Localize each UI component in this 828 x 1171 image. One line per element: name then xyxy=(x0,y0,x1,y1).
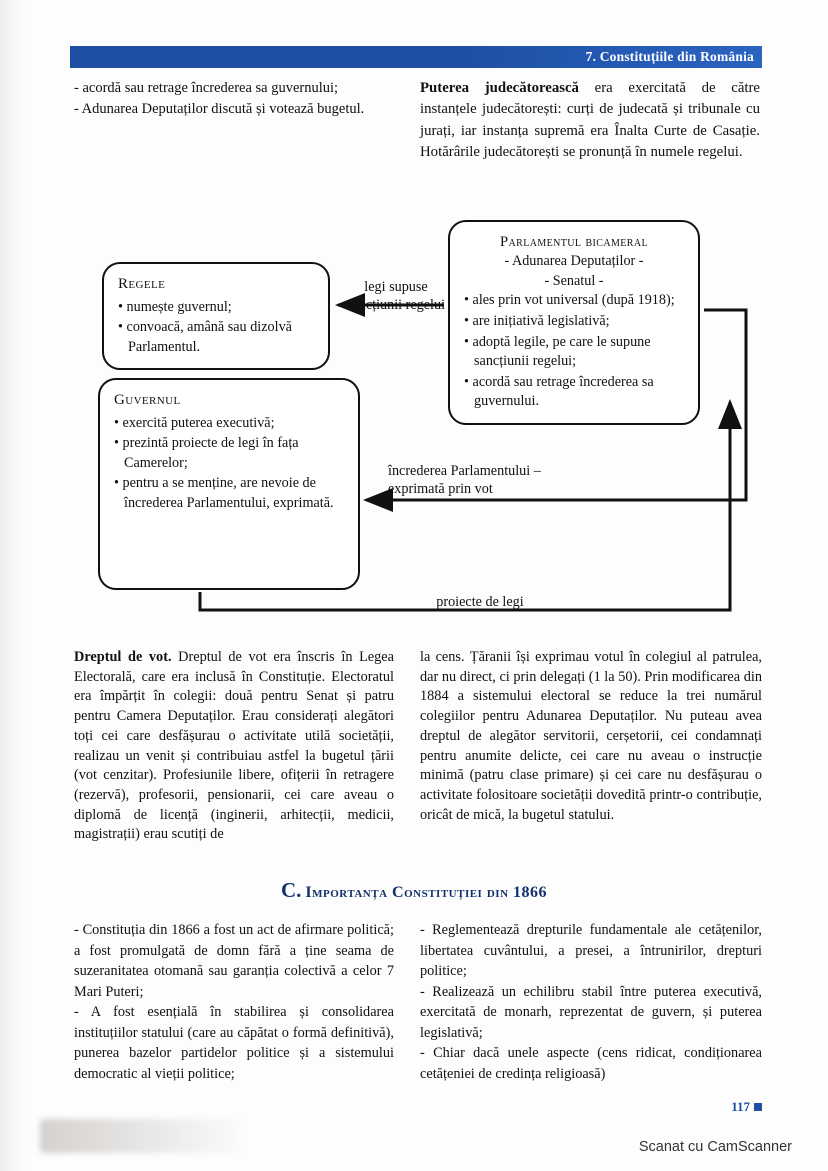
arrow-label-incredere-line1: încrederea Parlamentului – xyxy=(388,463,541,479)
diagram-box-regele xyxy=(102,262,330,370)
page-number-square-icon xyxy=(754,1103,762,1111)
importance-left-column xyxy=(74,920,394,1085)
list-item: • convoacă, amână sau dizolvă Parlamentul. xyxy=(118,318,314,357)
section-heading xyxy=(0,878,828,903)
page-number-value: 117 xyxy=(731,1099,750,1114)
diagram-box-parlament xyxy=(448,220,700,425)
scan-smudge xyxy=(40,1119,240,1153)
section-title: Importanța Constituției din 1866 xyxy=(305,884,548,901)
list-item: • numește guvernul; xyxy=(118,298,314,318)
importance-right-p2: - Realizează un echilibru stabil între puterea executivă, exercitată de monarh, reprezentat de guvern, și puterea legislativă; xyxy=(420,983,762,1041)
list-item: • are inițiativă legislativă; xyxy=(464,312,684,332)
arrow-label-incredere xyxy=(388,462,598,499)
intro-right-lead: Puterea judecătorească xyxy=(420,80,579,96)
guvernul-title: Guvernul xyxy=(114,392,181,408)
diagram-box-guvernul xyxy=(98,378,360,590)
parlament-subtitle-1: - Adunarea Deputaților - xyxy=(504,253,644,270)
intro-left-column xyxy=(74,78,389,119)
arrow-label-proiecte: proiecte de legi xyxy=(436,594,524,610)
power-separation-diagram xyxy=(70,210,770,630)
list-item: • ales prin vot universal (după 1918); xyxy=(464,291,684,311)
regele-list xyxy=(118,298,314,358)
list-item: • exercită puterea executivă; xyxy=(114,414,344,434)
list-item: • prezintă proiecte de legi în fața Camerelor; xyxy=(114,434,344,473)
list-item: • pentru a se menține, are nevoie de încrederea Parlamentului, exprimată. xyxy=(114,474,344,513)
page-edge-shadow xyxy=(0,0,26,1171)
importance-left-p1: - Constituția din 1866 a fost un act de afirmare politică; a fost promulgată de domn fără a ține seama de suzeranitatea otomană sau garanția colectivă a celor 7 Mari Puteri; xyxy=(74,922,394,1000)
chapter-header xyxy=(70,46,762,68)
arrow-label-legi-line2: sancțiunii regelui xyxy=(346,297,446,314)
page-number xyxy=(731,1099,762,1115)
chapter-title: 7. Constituțiile din România xyxy=(585,49,754,64)
vot-lead: Dreptul de vot. xyxy=(74,649,172,665)
importance-right-p1: - Reglementează drepturile fundamentale ale cetățenilor, libertatea cuvântului, a presei, a întrunirilor, drepturi politice; xyxy=(420,922,762,980)
list-item: • acordă sau retrage încrederea sa guvernului. xyxy=(464,373,684,412)
vot-right-column: la cens. Țăranii își exprimau votul în colegiul al patrulea, dar nu direct, ci prin delegați (1 la 50). Prin modificarea din 1884 a sistemului electoral se reduce la trei numărul colegiilor pentru Adunarea Deputaților. Nu puteau avea dreptul de alegător servitorii, cerșetorii, cei condamnați pentru anumite delicte, cei care nu aveau o instrucție minimă (patru clase primare) și cei care nu desfășurau o activitate folositoare societății dovedită printr-o contribuție, oricât de mică, la bugetul statului. xyxy=(420,649,762,823)
importance-left-p2: - A fost esențială în stabilirea și consolidarea instituțiilor statului (care au căpătat o formă definitivă), punerea bazelor partidelor politice și a sistemului democratic al vieții politice; xyxy=(74,1004,394,1083)
regele-title: Regele xyxy=(118,276,166,292)
arrow-label-legi xyxy=(336,278,456,315)
parlament-title: Parlamentul bicameral xyxy=(500,234,648,250)
list-item: • adoptă legile, pe care le supune sancțiunii regelui; xyxy=(464,333,684,372)
section-letter: C. xyxy=(280,878,302,902)
importance-right-column xyxy=(420,920,762,1085)
intro-left-line1: - acordă sau retrage încrederea sa guvernului; xyxy=(74,80,339,96)
intro-right-body: era exercitată de către instanțele judecătorești: curți de judecată și tribunale cu jurați, iar instanța supremă era Înalta Curte de Casație. Hotărârile judecătorești se pronunță în numele regelui. xyxy=(420,80,760,161)
vot-left-column xyxy=(74,648,394,845)
intro-right-column xyxy=(420,78,760,164)
importance-right-p3: - Chiar dacă unele aspecte (cens ridicat, condiționarea cetățeniei de credința religioasă) xyxy=(420,1045,762,1083)
vot-left-body: Dreptul de vot era înscris în Legea Electorală, care era inclusă în Constituție. Electoratul era împărțit în colegii: două pentru Senat și patru pentru Camera Deputaților. Erau considerați alegători toți cei care desfășurau o activitate utilă societății, realizau un venit și contribuiau astfel la bugetul țării (vot cenzitar). Profesiunile libere, ofițerii în retragere (rezervă), profesorii, pensionarii, cei care aveau o diplomă de licență (inginerii, arhitecții, medicii, magistrații) erau scutiți de xyxy=(74,649,394,843)
intro-left-line2: - Adunarea Deputaților discută și votează bugetul. xyxy=(74,100,365,117)
parlament-subtitle-2: - Senatul - xyxy=(544,272,604,289)
guvernul-list xyxy=(114,414,344,514)
arrow-label-incredere-line2: exprimată prin vot xyxy=(388,481,493,498)
parlament-list xyxy=(464,291,684,412)
arrow-label-legi-line1: legi supuse xyxy=(364,279,428,295)
scanner-watermark: Scanat cu CamScanner xyxy=(638,1139,792,1155)
